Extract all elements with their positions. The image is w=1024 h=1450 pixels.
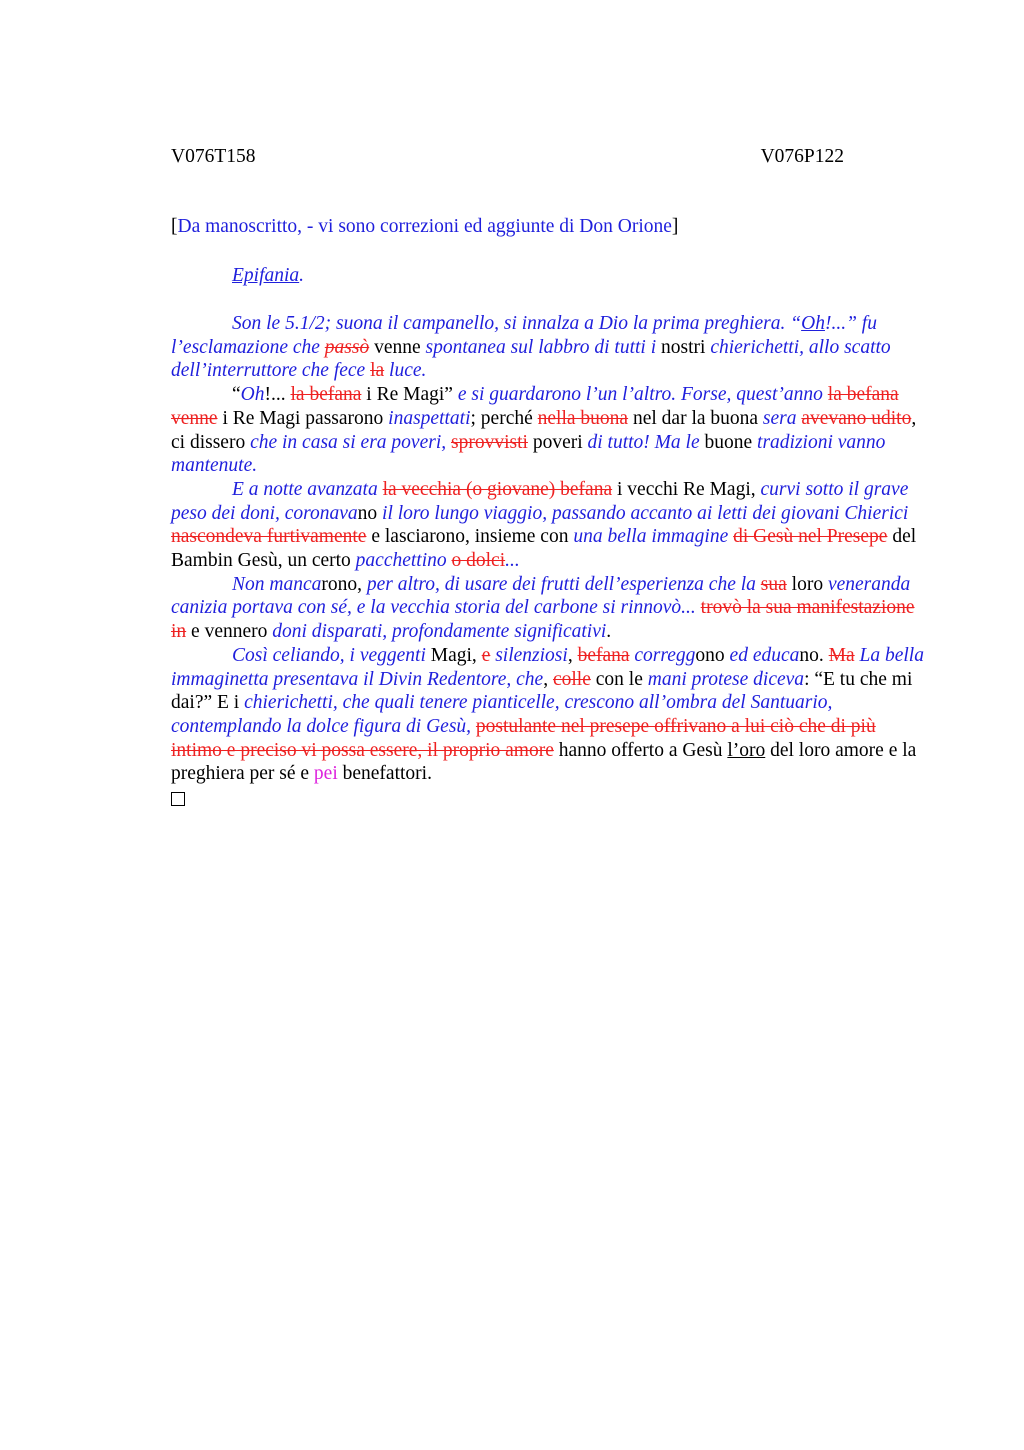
text-added: Non manca <box>232 573 322 595</box>
text-deleted: passò <box>324 336 370 358</box>
text-original: buone <box>704 431 758 453</box>
text-original: del loro amore e la preghiera per sé e <box>171 739 917 785</box>
text-added: Così celiando, i veggenti <box>232 644 431 666</box>
page-title <box>232 265 304 287</box>
note-text: Da manoscritto, - vi sono correzioni ed aggiunte di Don Orione <box>177 216 672 237</box>
text-original: del Bambin Gesù, un certo <box>171 526 917 572</box>
text-added: luce. <box>384 360 427 382</box>
text-original: !... <box>264 384 291 406</box>
paragraph-4 <box>171 573 927 644</box>
text-original: benefattori. <box>337 763 432 785</box>
text-original: e lasciarono, insieme con <box>366 526 574 548</box>
text-added: Son le 5.1/2; suona il campanello, si innalza a Dio la prima preghiera. “ <box>232 313 802 334</box>
text-added: La bella immaginetta presentava il Divin Redentore, che <box>171 644 924 690</box>
text-original: . <box>606 621 612 643</box>
text-original: con le <box>590 668 648 690</box>
text-added: silenziosi <box>495 644 568 666</box>
text-added: curvi sotto il grave peso dei doni, coronava <box>171 478 909 524</box>
text-original: i Re Magi passarono <box>217 407 389 429</box>
text-added: doni disparati, profondamente significativi <box>272 621 607 643</box>
text-deleted: postulante nel presepe offrivano a lui ciò che di più intimo e preciso vi possa essere, il proprio amore <box>171 715 876 761</box>
text-added: e si guardarono l’un l’altro. Forse, quest’anno <box>457 384 828 406</box>
text-added: Oh <box>240 384 265 406</box>
text-original: nel dar la buona <box>628 407 763 429</box>
text-deleted: la <box>370 360 385 382</box>
text-original: , <box>543 668 553 690</box>
square-box-icon <box>171 792 185 806</box>
text-deleted: avevano udito <box>801 407 912 429</box>
text-original: venne <box>369 336 426 358</box>
text-added: una bella immagine <box>573 526 734 548</box>
text-deleted: e <box>481 644 491 666</box>
text-original: rono, <box>321 573 367 595</box>
text-deleted: befana <box>577 644 630 666</box>
text-added: che in casa si era poveri, <box>250 431 451 453</box>
text-original: no. <box>799 644 829 666</box>
text-added: tradizioni vanno mantenute. <box>171 431 886 477</box>
text-added: ... <box>505 550 520 572</box>
text-original: no <box>357 502 383 524</box>
text-added: di tutto! Ma le <box>587 431 705 453</box>
source-note <box>171 216 678 238</box>
text-deleted: la vecchia (o giovane) befana <box>382 478 613 500</box>
text-added: pacchettino <box>355 550 452 572</box>
text-added: per altro, di usare dei frutti dell’esperienza che la <box>366 573 761 595</box>
text-deleted: di Gesù nel Presepe <box>733 526 888 548</box>
text-added: spontanea sul labbro di tutti i <box>425 336 662 358</box>
text-original: poveri <box>527 431 588 453</box>
text-deleted: nascondeva furtivamente <box>171 526 367 548</box>
text-added: ed educa <box>729 644 800 666</box>
text-added: !...” fu l’esclamazione che <box>171 313 877 358</box>
document-code-right: V076P122 <box>760 146 844 167</box>
text-added: E a notte avanzata <box>232 478 383 500</box>
text-original: nostri <box>661 336 711 358</box>
text-deleted: colle <box>552 668 591 690</box>
text-added: chierichetti, che quali tenere pianticelle, crescono all’ombra del Santuario, contemplando la dolce figura di Gesù, <box>171 692 833 737</box>
text-original: , <box>567 644 578 666</box>
text-original: , ci dissero <box>171 407 917 453</box>
text-deleted: sua <box>760 573 787 595</box>
text-underlined: l’oro <box>727 739 766 761</box>
text-deleted: o dolci <box>451 550 506 572</box>
text-original: ono <box>695 644 730 666</box>
end-of-text-mark <box>171 786 927 813</box>
text-original: i Re Magi” <box>361 384 458 406</box>
text-original: “ <box>232 384 241 406</box>
paragraph-5 <box>171 644 927 786</box>
text-original: loro <box>786 573 828 595</box>
text-added: corregg <box>634 644 696 666</box>
text-added: chierichetti, allo scatto dell’interruttore che fece <box>171 336 891 382</box>
note-close-bracket: ] <box>671 216 679 237</box>
text-original: : “E tu che mi dai?” E i <box>171 668 913 714</box>
text-deleted: nella buona <box>537 407 629 429</box>
text-added-underlined: Oh <box>801 313 825 334</box>
text-original: Magi, <box>430 644 482 666</box>
title-dot: . <box>299 265 305 286</box>
text-deleted: Ma <box>828 644 855 666</box>
text-original: ; perché <box>470 407 538 429</box>
paragraph-3 <box>171 478 927 573</box>
paragraph-2 <box>171 383 927 478</box>
note-open-bracket: [ <box>171 216 178 237</box>
text-added: sera <box>762 407 797 429</box>
text-deleted: sprovvisti <box>451 431 528 453</box>
text-deleted: la befana <box>290 384 362 406</box>
document-code-left: V076T158 <box>171 146 256 167</box>
text-deleted: la befana venne <box>171 384 899 429</box>
text-original: i vecchi Re Magi, <box>612 478 761 500</box>
text-original: e vennero <box>186 621 273 643</box>
title-text: Epifania <box>232 265 300 286</box>
document-body <box>171 312 927 813</box>
paragraph-1 <box>171 312 927 383</box>
text-deleted: trovò la sua manifestazione in <box>171 597 915 643</box>
text-original: hanno offerto a Gesù <box>553 739 728 761</box>
text-added: il loro lungo viaggio, passando accanto ai letti dei giovani Chierici <box>382 502 909 524</box>
text-added: mani protese diceva <box>647 668 805 690</box>
text-added: veneranda canizia portava con sé, e la vecchia storia del carbone si rinnovò... <box>171 573 911 619</box>
text-magenta: pei <box>313 763 338 785</box>
text-added: inaspettati <box>388 407 471 429</box>
